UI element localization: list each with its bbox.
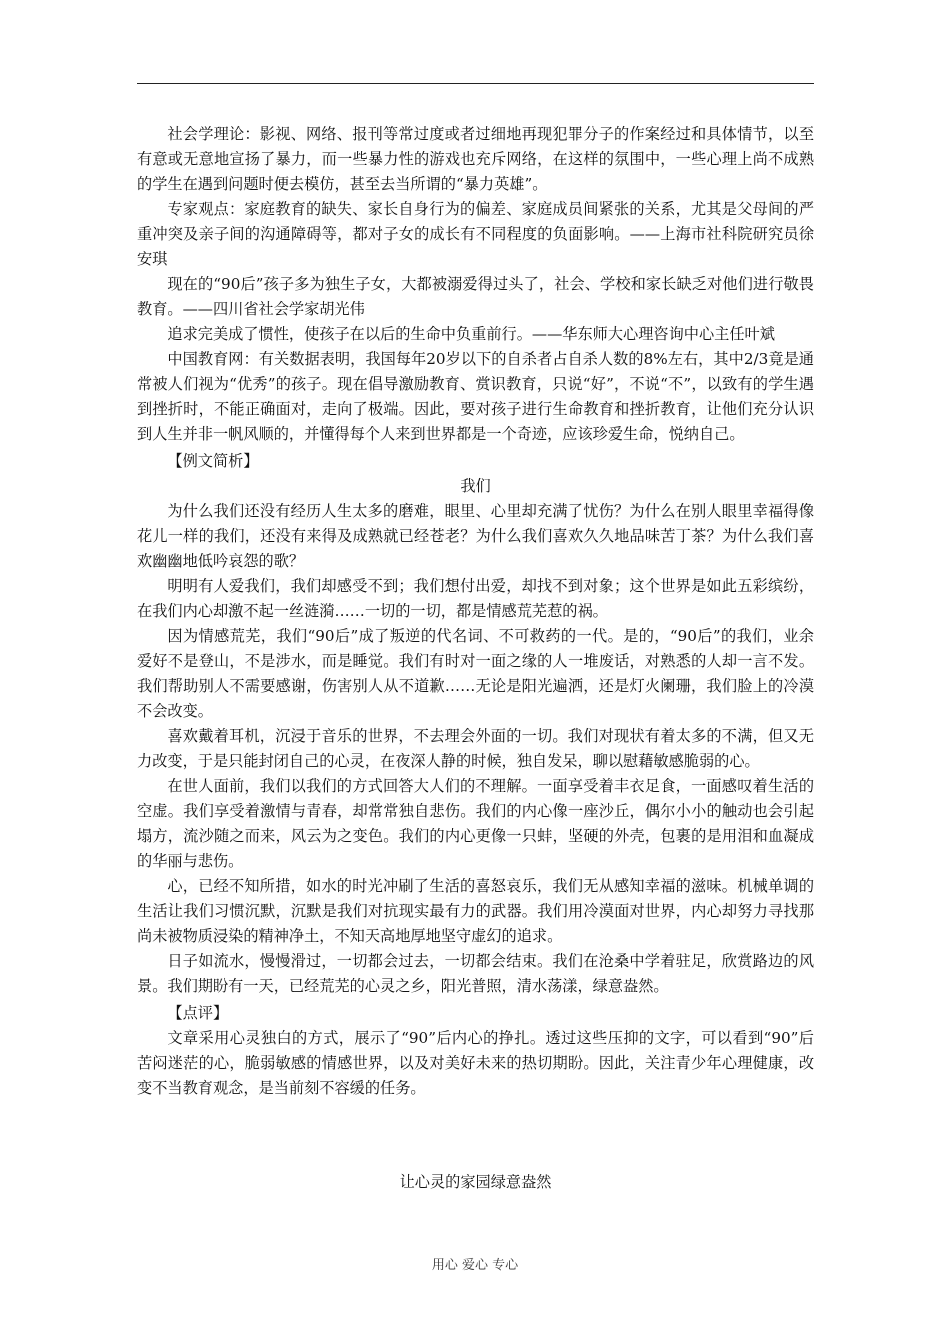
paragraph-post90-view: 现在的“90后”孩子多为独生子女，大都被溺爱得过头了，社会、学校和家长缺乏对他们进行敬畏教育。——四川省社会学家胡光伟 <box>137 275 814 318</box>
article-paragraph: 心，已经不知所措，如水的时光冲刷了生活的喜怒哀乐，我们无从感知幸福的滋味。机械单调的生活让我们习惯沉默，沉默是我们对抗现实最有力的武器。我们用冷漠面对世界，内心却努力寻找那尚未被物质浸染的精神净土，不知天高地厚地坚守虚幻的追求。 <box>137 877 814 945</box>
example-section-label: 【例文简析】 <box>167 452 259 470</box>
comment-section-label: 【点评】 <box>167 1004 229 1022</box>
article-title: 我们 <box>460 477 491 495</box>
header-rule <box>137 83 814 84</box>
article-paragraph: 日子如流水，慢慢滑过，一切都会过去，一切都会结束。我们在沧桑中学着驻足，欣赏路边的风景。我们期盼有一天，已经荒芜的心灵之乡，阳光普照，清水荡漾，绿意盎然。 <box>137 952 814 995</box>
article-paragraph: 在世人面前，我们以我们的方式回答大人们的不理解。一面享受着丰衣足食，一面感叹着生活的空虚。我们享受着激情与青春，却常常独自悲伤。我们的内心像一座沙丘，偶尔小小的触动也会引起塌方，流沙随之而来，风云为之变色。我们的内心更像一只蚌，坚硬的外壳，包裹的是用泪和血凝成的华丽与悲伤。 <box>137 777 814 870</box>
article-paragraph: 明明有人爱我们，我们却感受不到；我们想付出爱，却找不到对象；这个世界是如此五彩缤纷，在我们内心却激不起一丝涟漪……一切的一切，都是情感荒芜惹的祸。 <box>137 577 814 620</box>
document-body <box>137 122 814 1101</box>
paragraph-expert-view: 专家观点：家庭教育的缺失、家长自身行为的偏差、家庭成员间紧张的关系，尤其是父母间的严重冲突及亲子间的沟通障碍等，都对子女的成长有不同程度的负面影响。——上海市社科院研究员徐安琪 <box>137 200 814 268</box>
page-footer: 用心 爱心 专心 <box>431 1258 519 1273</box>
comment-paragraph: 文章采用心灵独白的方式，展示了“90”后内心的挣扎。透过这些压抑的文字，可以看到“90”后苦闷迷茫的心，脆弱敏感的情感世界，以及对美好未来的热切期盼。因此，关注青少年心理健康，改变不当教育观念，是当前刻不容缓的任务。 <box>137 1029 814 1097</box>
paragraph-education-net: 中国教育网：有关数据表明，我国每年20岁以下的自杀者占自杀人数的8%左右，其中2/3竟是通常被人们视为“优秀”的孩子。现在倡导激励教育、赏识教育，只说“好”，不说“不”，以致有的学生遇到挫折时，不能正确面对，走向了极端。因此，要对孩子进行生命教育和挫折教育，让他们充分认识到人生并非一帆风顺的，并懂得每个人来到世界都是一个奇迹，应该珍爱生命，悦纳自己。 <box>137 350 814 443</box>
next-article-title: 让心灵的家园绿意盎然 <box>399 1173 552 1191</box>
paragraph-sociology-theory: 社会学理论：影视、网络、报刊等常过度或者过细地再现犯罪分子的作案经过和具体情节，以至有意或无意地宣扬了暴力，而一些暴力性的游戏也充斥网络，在这样的氛围中，一些心理上尚不成熟的学生在遇到问题时便去模仿，甚至去当所谓的“暴力英雄”。 <box>137 125 814 193</box>
article-paragraph: 因为情感荒芜，我们“90后”成了叛逆的代名词、不可救药的一代。是的，“90后”的我们，业余爱好不是登山，不是涉水，而是睡觉。我们有时对一面之缘的人一堆废话，对熟悉的人却一言不发。我们帮助别人不需要感谢，伤害别人从不道歉……无论是阳光遍洒，还是灯火阑珊，我们脸上的冷漠不会改变。 <box>137 627 814 720</box>
paragraph-perfection-view: 追求完美成了惯性，使孩子在以后的生命中负重前行。——华东师大心理咨询中心主任叶斌 <box>167 325 775 343</box>
article-paragraph: 喜欢戴着耳机，沉浸于音乐的世界，不去理会外面的一切。我们对现状有着太多的不满，但又无力改变，于是只能封闭自己的心灵，在夜深人静的时候，独自发呆，聊以慰藉敏感脆弱的心。 <box>137 727 814 770</box>
article-paragraph: 为什么我们还没有经历人生太多的磨难，眼里、心里却充满了忧伤？为什么在别人眼里幸福得像花儿一样的我们，还没有来得及成熟就已经苍老？为什么我们喜欢久久地品味苦丁茶？为什么我们喜欢幽幽地低吟哀怨的歌？ <box>137 502 814 570</box>
